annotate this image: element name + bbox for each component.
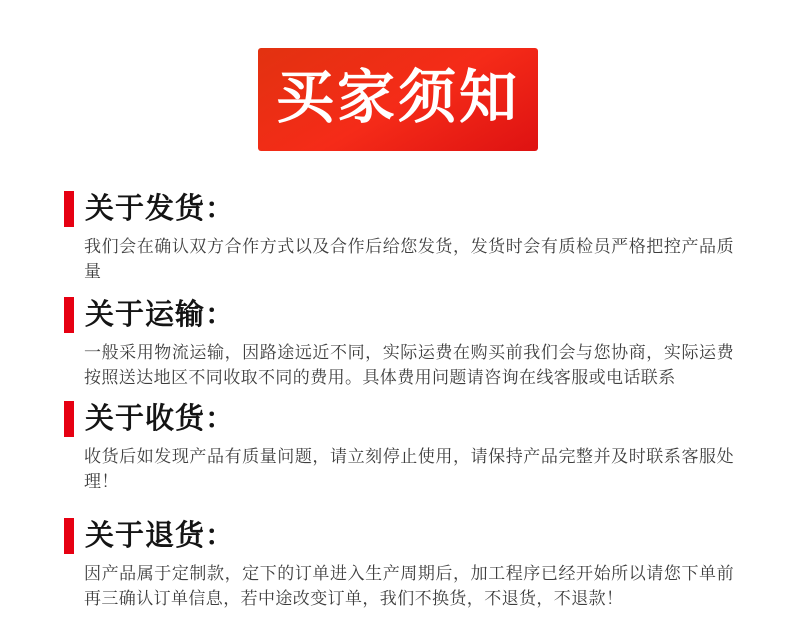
accent-bar (64, 518, 74, 554)
section-heading-row (64, 296, 736, 334)
section-body: 一般采用物流运输，因路途远近不同，实际运费在购买前我们会与您协商，实际运费按照送达地区不同收取不同的费用。具体费用问题请咨询在线客服或电话联系 (84, 343, 734, 387)
section-heading-row (64, 190, 736, 228)
section-heading: 关于退货： (85, 520, 236, 552)
accent-bar (64, 191, 74, 227)
section-heading: 关于收货： (85, 403, 236, 435)
section-body: 因产品属于定制款，定下的订单进入生产周期后，加工程序已经开始所以请您下单前再三确认订单信息，若中途改变订单，我们不换货，不退货，不退款！ (84, 564, 734, 608)
section-heading: 关于发货： (85, 193, 236, 225)
banner-title: 买家须知 (275, 64, 520, 130)
section-heading-row (64, 517, 736, 555)
section-body: 收货后如发现产品有质量问题，请立刻停止使用，请保持产品完整并及时联系客服处理！ (84, 447, 734, 491)
section-transport (64, 296, 736, 390)
section-shipping (64, 190, 736, 284)
notice-banner (258, 48, 538, 151)
section-returns (64, 517, 736, 611)
section-body: 我们会在确认双方合作方式以及合作后给您发货，发货时会有质检员严格把控产品质量 (84, 237, 734, 281)
section-heading-row (64, 400, 736, 438)
section-heading: 关于运输： (85, 299, 236, 331)
accent-bar (64, 297, 74, 333)
section-receiving (64, 400, 736, 494)
accent-bar (64, 401, 74, 437)
